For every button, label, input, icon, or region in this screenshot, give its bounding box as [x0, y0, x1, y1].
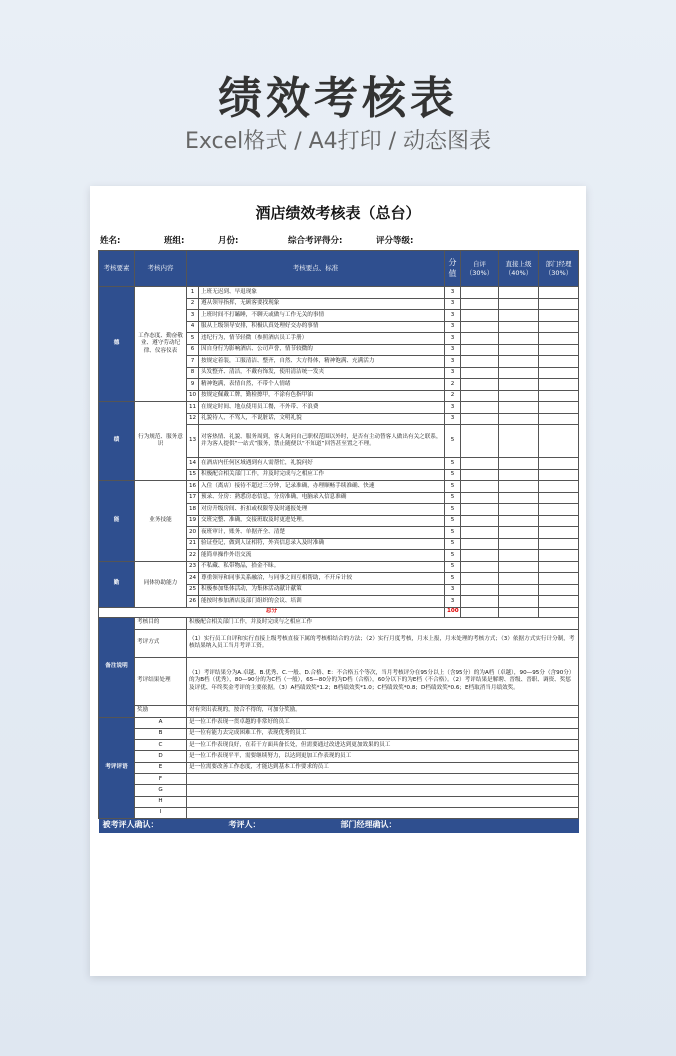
dept-cell[interactable] [539, 561, 579, 573]
item-text: 按规定着装，工服清洁、整齐，自然、大方得体，精神饱满、充满活力 [199, 356, 445, 368]
item-score: 5 [445, 504, 461, 516]
grade-label: B [135, 728, 187, 739]
boss-cell[interactable] [499, 379, 539, 391]
item-score: 2 [445, 390, 461, 402]
boss-cell[interactable] [499, 298, 539, 310]
item-text: 积极配合相关部门工作，并及时完成与之相应工作 [199, 469, 445, 481]
self-cell[interactable] [461, 333, 499, 345]
self-cell[interactable] [461, 298, 499, 310]
item-text: 上班无迟到、早退现象 [199, 287, 445, 299]
self-cell[interactable] [461, 413, 499, 425]
name-label: 姓名: [100, 236, 121, 246]
boss-cell[interactable] [499, 550, 539, 562]
boss-cell[interactable] [499, 413, 539, 425]
item-no: 9 [187, 379, 199, 391]
item-score: 3 [445, 596, 461, 608]
dept-cell[interactable] [539, 492, 579, 504]
dept-cell[interactable] [539, 481, 579, 493]
category-content: 行为规范、服务意识 [135, 402, 187, 481]
boss-total-cell[interactable] [499, 607, 539, 617]
dept-total-cell[interactable] [539, 607, 579, 617]
self-cell[interactable] [461, 527, 499, 539]
dept-cell[interactable] [539, 390, 579, 402]
item-no: 8 [187, 367, 199, 379]
hero-title: 绩效考核表 [218, 73, 458, 124]
dept-cell[interactable] [539, 504, 579, 516]
item-text: 验证登记，做到人证相符，外宾信息录入及时准确 [199, 538, 445, 550]
dept-cell[interactable] [539, 550, 579, 562]
self-cell[interactable] [461, 550, 499, 562]
item-score: 5 [445, 561, 461, 573]
category-factor: 德 [99, 287, 135, 402]
grade-label: F [135, 773, 187, 784]
item-score: 5 [445, 515, 461, 527]
self-cell[interactable] [461, 344, 499, 356]
note-text: 对有突出表现的，按合不得的，可加分奖励。 [187, 705, 579, 717]
total-value: 100 [445, 607, 461, 617]
item-score: 5 [445, 527, 461, 539]
item-text: 在规定时间、地点使用员工餐，不外带、不浪费 [199, 402, 445, 414]
evaluator-label: 考评人： [228, 820, 261, 830]
document-title: 酒店绩效考核表（总台） [255, 204, 421, 222]
self-cell[interactable] [461, 321, 499, 333]
total-score-label: 综合考评得分: [288, 236, 343, 246]
item-text: 对房升级房间、折扣或权限等及时通报处理 [199, 504, 445, 516]
category-factor: 绩 [99, 402, 135, 481]
boss-cell[interactable] [499, 492, 539, 504]
grade-text[interactable] [187, 773, 579, 784]
self-cell[interactable] [461, 596, 499, 608]
boss-cell[interactable] [499, 344, 539, 356]
self-total-cell[interactable] [461, 607, 499, 617]
item-score: 5 [445, 481, 461, 493]
dept-cell[interactable] [539, 573, 579, 585]
item-no: 7 [187, 356, 199, 368]
item-score: 3 [445, 310, 461, 322]
item-text: 礼貌待人，不骂人，不说脏话，文明礼貌 [199, 413, 445, 425]
item-score: 5 [445, 550, 461, 562]
grade-text[interactable] [187, 807, 579, 818]
boss-cell[interactable] [499, 527, 539, 539]
dept-cell[interactable] [539, 425, 579, 458]
item-score: 5 [445, 492, 461, 504]
item-score: 5 [445, 469, 461, 481]
grade-label: D [135, 751, 187, 762]
item-score: 3 [445, 298, 461, 310]
dept-cell[interactable] [539, 287, 579, 299]
dept-cell[interactable] [539, 538, 579, 550]
header-factor: 考核要素 [99, 251, 135, 287]
dept-cell[interactable] [539, 333, 579, 345]
item-score: 3 [445, 584, 461, 596]
team-label: 班组: [164, 236, 185, 246]
self-cell[interactable] [461, 458, 499, 470]
item-no: 15 [187, 469, 199, 481]
item-text: 按规定佩戴工牌，勤检擦甲，不涂有色指甲油 [199, 390, 445, 402]
item-no: 14 [187, 458, 199, 470]
item-no: 18 [187, 504, 199, 516]
boss-cell[interactable] [499, 356, 539, 368]
item-text: 夜班审计，账务、单据齐全、清楚 [199, 527, 445, 539]
grade-text[interactable] [187, 785, 579, 796]
grade-text: 是一位工作表现一贯卓越的非常好的员工 [187, 717, 579, 728]
grade-label: A [135, 717, 187, 728]
grade-label: 评分等级: [376, 236, 414, 246]
self-cell[interactable] [461, 402, 499, 414]
boss-cell[interactable] [499, 584, 539, 596]
signature-bar [99, 819, 579, 834]
boss-cell[interactable] [499, 504, 539, 516]
item-text: 违纪行为，情节轻微（参照酒店员工手册） [199, 333, 445, 345]
grade-label: C [135, 740, 187, 751]
item-score: 2 [445, 379, 461, 391]
grade-text[interactable] [187, 796, 579, 807]
boss-cell[interactable] [499, 402, 539, 414]
dept-cell[interactable] [539, 469, 579, 481]
boss-cell[interactable] [499, 425, 539, 458]
item-text: 服从上级领导安排，积极认真处理好交办的事情 [199, 321, 445, 333]
item-text: 积极参加集体活动，为集体活动献计献策 [199, 584, 445, 596]
item-score: 3 [445, 356, 461, 368]
header-self: 自评（30%） [461, 251, 499, 287]
boss-cell[interactable] [499, 321, 539, 333]
self-cell[interactable] [461, 469, 499, 481]
month-label: 月份: [218, 236, 239, 246]
boss-cell[interactable] [499, 515, 539, 527]
item-no: 26 [187, 596, 199, 608]
item-text: 能简单操作外语交流 [199, 550, 445, 562]
category-factor: 勤 [99, 561, 135, 607]
grade-text: 是一位有能力去完成困难工作，表现优秀的员工 [187, 728, 579, 739]
boss-cell[interactable] [499, 310, 539, 322]
note-text: 积极配合相关部门工作，并及时完成与之相应工作 [187, 617, 579, 629]
dept-cell[interactable] [539, 356, 579, 368]
item-no: 25 [187, 584, 199, 596]
grade-label: E [135, 762, 187, 773]
item-text: 不私藏、私带物品，拾金不昧。 [199, 561, 445, 573]
item-score: 3 [445, 402, 461, 414]
dept-cell[interactable] [539, 584, 579, 596]
self-cell[interactable] [461, 379, 499, 391]
hero-subtitle: Excel格式 / A4打印 / 动态图表 [184, 129, 492, 154]
item-no: 6 [187, 344, 199, 356]
boss-cell[interactable] [499, 390, 539, 402]
note-text: （1）考评结果分为A.卓越、B.优秀、C.一般、D.合格、E：不合格五个等次，当月考核评分在95分以上（含95分）的为A档（卓越），90—95分（含90分）的为B档（优秀），80—90分的为C档（一般），65—80分的为D档（合格），60分以下的为E档（不合格）。（2）考评结果是解聘、晋级、晋职、调资、奖惩及评优、年终奖金考评的主要依据。（3）A档绩效奖*1.2；B档绩效奖*1.0；C档绩效奖*0.8；D档绩效奖*0.6；E档取消当月绩效奖。 [187, 657, 579, 705]
item-no: 21 [187, 538, 199, 550]
grade-label: I [135, 807, 187, 818]
item-score: 5 [445, 425, 461, 458]
item-text: 交班完整、准确，交接班取及时更进处理。 [199, 515, 445, 527]
item-no: 17 [187, 492, 199, 504]
grade-text: 是一位工作表现平平，需要继续努力，以达到更加工作表现的员工 [187, 751, 579, 762]
boss-cell[interactable] [499, 481, 539, 493]
dept-cell[interactable] [539, 321, 579, 333]
item-no: 11 [187, 402, 199, 414]
self-cell[interactable] [461, 310, 499, 322]
item-score: 3 [445, 367, 461, 379]
item-text: 因自身行为影响酒店、公司声誉，情节较微的 [199, 344, 445, 356]
item-text: 预录、分房：熟悉房态信息，分房准确，电脑录入信息准确 [199, 492, 445, 504]
dept-cell[interactable] [539, 402, 579, 414]
item-text: 遵从领导指挥，无顾客要找现象 [199, 298, 445, 310]
item-text: 头发整齐、清洁，不戴有饰发，使用清洁统一发夹 [199, 367, 445, 379]
item-no: 23 [187, 561, 199, 573]
self-cell[interactable] [461, 287, 499, 299]
item-score: 3 [445, 321, 461, 333]
item-text: 能按时参加酒店及部门组织的会议、培训 [199, 596, 445, 608]
boss-cell[interactable] [499, 333, 539, 345]
boss-cell[interactable] [499, 367, 539, 379]
item-no: 13 [187, 425, 199, 458]
item-no: 4 [187, 321, 199, 333]
item-score: 5 [445, 573, 461, 585]
self-cell[interactable] [461, 492, 499, 504]
item-no: 12 [187, 413, 199, 425]
item-no: 5 [187, 333, 199, 345]
item-score: 5 [445, 538, 461, 550]
dept-cell[interactable] [539, 379, 579, 391]
self-cell[interactable] [461, 367, 499, 379]
boss-cell[interactable] [499, 573, 539, 585]
header-content: 考核内容 [135, 251, 187, 287]
note-text: （1）实行员工自评和实行直接上级考核直接下属的考核相结合的方法；（2）实行月度考核，月末上报，月末处理的考核方式；（3）依据方式实行计分制，考核结果纳入员工当月考评工资。 [187, 629, 579, 657]
header-boss: 直接上级（40%） [499, 251, 539, 287]
item-no: 19 [187, 515, 199, 527]
item-no: 16 [187, 481, 199, 493]
dept-cell[interactable] [539, 310, 579, 322]
item-score: 3 [445, 344, 461, 356]
item-no: 3 [187, 310, 199, 322]
dept-cell[interactable] [539, 413, 579, 425]
boss-cell[interactable] [499, 561, 539, 573]
dept-cell[interactable] [539, 298, 579, 310]
item-text: 精神饱满，表情自然，不带个人情绪 [199, 379, 445, 391]
item-no: 1 [187, 287, 199, 299]
self-cell[interactable] [461, 515, 499, 527]
grades-side-label: 考评评语 [99, 717, 135, 819]
info-row [98, 234, 578, 248]
grade-text: 是一位工作表现良好，在若干方面具备长处，但需要通过改进达到更加效果的员工 [187, 740, 579, 751]
notes-side-label: 备注说明 [99, 617, 135, 717]
total-label: 总分 [99, 607, 445, 617]
self-cell[interactable] [461, 584, 499, 596]
self-cell[interactable] [461, 504, 499, 516]
item-score: 3 [445, 287, 461, 299]
self-cell[interactable] [461, 561, 499, 573]
manager-confirm: 部门经理确认： [340, 820, 397, 830]
header-score: 分值 [445, 251, 461, 287]
item-text: 上班时间不打瞌睡，不聊天或做与工作无关的事情 [199, 310, 445, 322]
boss-cell[interactable] [499, 287, 539, 299]
boss-cell[interactable] [499, 469, 539, 481]
dept-cell[interactable] [539, 515, 579, 527]
header-dept: 部门经理（30%） [539, 251, 579, 287]
boss-cell[interactable] [499, 596, 539, 608]
note-label: 奖励 [135, 705, 187, 717]
item-no: 20 [187, 527, 199, 539]
dept-cell[interactable] [539, 344, 579, 356]
item-no: 22 [187, 550, 199, 562]
header-points: 考核要点、标准 [187, 251, 445, 287]
category-factor: 能 [99, 481, 135, 562]
category-content: 同体协助能力 [135, 561, 187, 607]
self-cell[interactable] [461, 356, 499, 368]
grade-label: G [135, 785, 187, 796]
item-text: 入住（离店）接待不超过三分钟，记录准确，办理顺畅手续准确、快速 [199, 481, 445, 493]
evaluation-table [98, 250, 579, 833]
item-text: 对客热情、礼貌、服务周到，客人询问自己职权范围以外时，是否有主动替客人做出有关之联系，并为客人提供“一站式”服务，禁止随便以“不知道”回答甚至置之不理。 [199, 425, 445, 458]
self-cell[interactable] [461, 425, 499, 458]
self-cell[interactable] [461, 538, 499, 550]
boss-cell[interactable] [499, 458, 539, 470]
item-no: 10 [187, 390, 199, 402]
note-label: 考评方式 [135, 629, 187, 657]
item-text: 在酒店内任何区域遇到有人需帮忙，礼貌问好 [199, 458, 445, 470]
evaluatee-confirm: 被考评人确认： [102, 820, 159, 830]
boss-cell[interactable] [499, 538, 539, 550]
dept-cell[interactable] [539, 458, 579, 470]
grade-text: 是一位需要改善工作态度，才能达到基本工作要求的员工 [187, 762, 579, 773]
dept-cell[interactable] [539, 367, 579, 379]
item-score: 5 [445, 458, 461, 470]
self-cell[interactable] [461, 390, 499, 402]
item-no: 24 [187, 573, 199, 585]
document-sheet [90, 186, 586, 976]
category-content: 业务技能 [135, 481, 187, 562]
note-label: 考评结果处理 [135, 657, 187, 705]
self-cell[interactable] [461, 573, 499, 585]
note-label: 考核目的 [135, 617, 187, 629]
dept-cell[interactable] [539, 527, 579, 539]
item-score: 3 [445, 413, 461, 425]
item-score: 3 [445, 333, 461, 345]
dept-cell[interactable] [539, 596, 579, 608]
item-text: 尊重领导和同事关系融洽，与同事之间互相帮助，不开斥计较 [199, 573, 445, 585]
item-no: 2 [187, 298, 199, 310]
category-content: 工作态度、勤奋敬业、遵守劳动纪律、仪容仪表 [135, 287, 187, 402]
grade-label: H [135, 796, 187, 807]
self-cell[interactable] [461, 481, 499, 493]
